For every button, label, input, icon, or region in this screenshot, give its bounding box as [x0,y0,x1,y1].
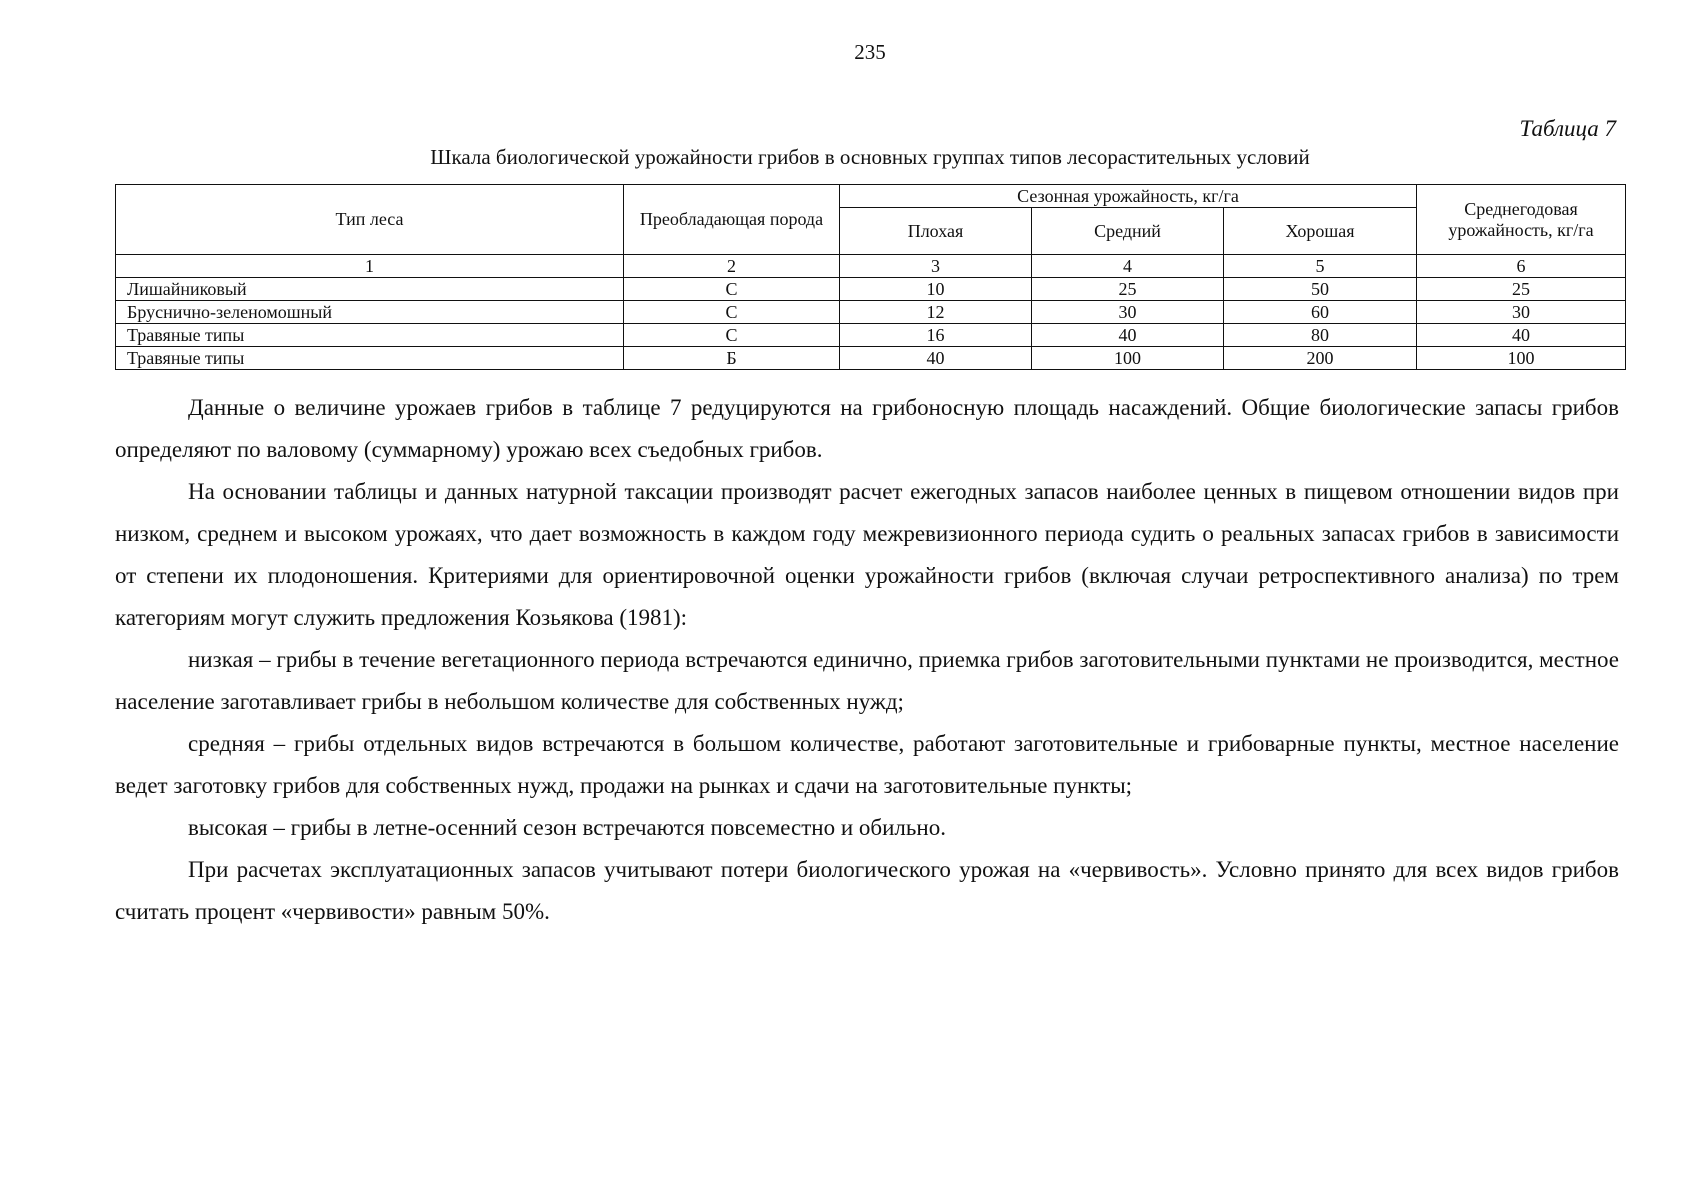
column-number: 6 [1417,255,1626,278]
cell-forest-type: Травяные типы [116,347,624,370]
paragraph: низкая – грибы в течение вегетационного периода встречаются единично, приемка грибов заготовительными пунктами не производится, местное население заготавливает грибы в небольшом количестве для собственных нужд; [115,647,1619,714]
body-text [115,387,1619,933]
cell-average: 100 [1417,347,1626,370]
header-forest-type: Тип леса [116,185,624,255]
paragraph: На основании таблицы и данных натурной таксации производят расчет ежегодных запасов наиболее ценных в пищевом отношении видов при низком, среднем и высоком урожаях, что дает возможность в каждом году межревизионного периода судить о реальных запасах грибов в зависимости от степени их плодоношения. Критериями для ориентировочной оценки урожайности грибов (включая случаи ретроспективного анализа) по трем категориям могут служить предложения Козьякова (1981): [115,479,1619,630]
paragraph: Данные о величине урожаев грибов в таблице 7 редуцируются на грибоносную площадь насаждений. Общие биологические запасы грибов определяют по валовому (суммарному) урожаю всех съедобных грибов. [115,395,1619,462]
page-number: 235 [854,40,886,64]
cell-good: 50 [1224,278,1417,301]
header-medium: Средний [1032,208,1224,255]
cell-average: 25 [1417,278,1626,301]
cell-average: 40 [1417,324,1626,347]
cell-good: 200 [1224,347,1417,370]
column-number-row [116,255,1626,278]
cell-species: С [624,324,840,347]
cell-poor: 10 [840,278,1032,301]
table-row [116,278,1626,301]
yield-table [115,184,1626,370]
table-row [116,324,1626,347]
cell-poor: 12 [840,301,1032,324]
paragraph: средняя – грибы отдельных видов встречаются в большом количестве, работают заготовительные и грибоварные пункты, местное население ведет заготовку грибов для собственных нужд, продажи на рынках и сдачи на заготовительные пункты; [115,731,1619,798]
cell-medium: 40 [1032,324,1224,347]
cell-forest-type: Травяные типы [116,324,624,347]
table-row [116,301,1626,324]
cell-poor: 16 [840,324,1032,347]
cell-species: Б [624,347,840,370]
cell-good: 80 [1224,324,1417,347]
cell-medium: 25 [1032,278,1224,301]
header-average-yield: Среднегодовая урожайность, кг/га [1417,185,1626,255]
table-row [116,347,1626,370]
header-seasonal-yield: Сезонная урожайность, кг/га [840,185,1417,208]
paragraph: При расчетах эксплуатационных запасов учитывают потери биологического урожая на «червивость». Условно принято для всех видов грибов считать процент «червивости» равным 50%. [115,857,1619,924]
column-number: 4 [1032,255,1224,278]
cell-average: 30 [1417,301,1626,324]
cell-medium: 100 [1032,347,1224,370]
cell-forest-type: Лишайниковый [116,278,624,301]
cell-poor: 40 [840,347,1032,370]
cell-species: С [624,301,840,324]
cell-forest-type: Бруснично-зеленомошный [116,301,624,324]
table-caption: Шкала биологической урожайности грибов в основных группах типов лесорастительных условий [430,145,1310,169]
column-number: 5 [1224,255,1417,278]
header-poor: Плохая [840,208,1032,255]
header-species: Преобладающая порода [624,185,840,255]
header-good: Хорошая [1224,208,1417,255]
column-number: 2 [624,255,840,278]
cell-species: С [624,278,840,301]
table-label: Таблица 7 [1519,116,1616,141]
cell-medium: 30 [1032,301,1224,324]
paragraph: высокая – грибы в летне-осенний сезон встречаются повсеместно и обильно. [188,815,946,840]
column-number: 3 [840,255,1032,278]
cell-good: 60 [1224,301,1417,324]
column-number: 1 [116,255,624,278]
